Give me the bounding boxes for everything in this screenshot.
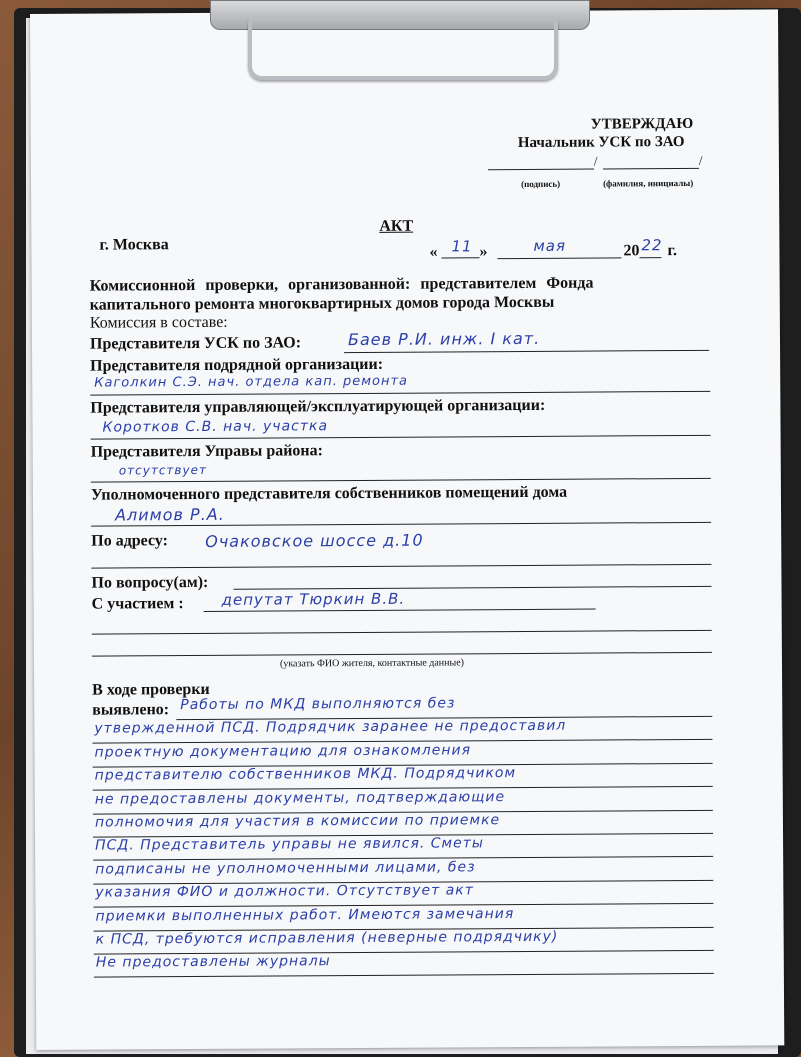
- findings-line: Не предоставлены журналы: [95, 953, 331, 972]
- participation-line: [204, 609, 596, 612]
- mgmt-line: [91, 435, 711, 440]
- findings-line: ПСД. Представитель управы не явился. Сметы: [95, 835, 484, 855]
- day-line: [441, 257, 479, 258]
- slash: /: [593, 153, 598, 169]
- approve-title: УТВЕРЖДАЮ: [590, 115, 694, 133]
- usk-label: Представителя УСК по ЗАО:: [89, 334, 302, 353]
- findings-line: не предоставлены документы, подтверждающие: [94, 788, 506, 808]
- contractor-label: Представителя подрядной организации:: [90, 355, 384, 375]
- findings-line: проектную документацию для ознакомления: [94, 742, 472, 761]
- findings-label-1: В ходе проверки: [92, 680, 210, 699]
- owners-label: Уполномоченного представителя собственников помещений дома: [90, 483, 568, 504]
- approve-position: Начальник УСК по ЗАО: [517, 134, 685, 152]
- participation-label: С участием :: [91, 595, 184, 613]
- month-line: [498, 257, 622, 259]
- question-line: [234, 586, 712, 590]
- uprava-label: Представителя Управы района:: [90, 442, 324, 461]
- mgmt-value: Коротков С.В. нач. участка: [102, 418, 329, 436]
- findings-line: представителю собственников МКД. Подрядчиком: [94, 765, 517, 784]
- act-title: АКТ: [379, 217, 414, 235]
- findings-line: подписаны не уполномоченными лицами, без: [95, 859, 476, 878]
- address-value: Очаковское шоссе д.10: [205, 530, 424, 551]
- usk-line: [344, 350, 709, 353]
- findings-line: указания ФИО и должности. Отсутствует акт: [95, 882, 474, 901]
- commission-label: Комиссия в составе:: [89, 313, 228, 332]
- question-label: По вопросу(ам):: [91, 573, 209, 592]
- date-day: 11: [451, 237, 473, 256]
- date-close-quote: »: [479, 243, 488, 261]
- findings-line: полномочия для участия в комиссии по приемке: [94, 812, 501, 831]
- clip-wire: [248, 16, 558, 80]
- date-month: мая: [533, 236, 567, 255]
- date-open-quote: «: [429, 243, 438, 261]
- contractor-value: Каголкин С.Э. нач. отдела кап. ремонта: [94, 373, 409, 391]
- act-document: [30, 9, 784, 1050]
- blank-line-2: [92, 652, 712, 657]
- sign-caption: (подпись): [521, 178, 561, 190]
- contractor-line: [90, 391, 710, 396]
- year-line: [639, 257, 661, 258]
- address-line: [91, 564, 711, 569]
- year-end: г.: [667, 242, 677, 260]
- city: г. Москва: [99, 236, 169, 254]
- blank-line-1: [92, 630, 712, 635]
- name-line: [603, 168, 699, 170]
- findings-line: к ПСД, требуются исправления (неверные подрядчику): [95, 928, 559, 948]
- resident-caption: (указать ФИО жителя, контактные данные): [279, 657, 465, 670]
- findings-line: Работы по МКД выполняются без: [180, 695, 456, 714]
- findings-line: утвержденной ПСД. Подрядчик заранее не предоставил: [94, 718, 567, 738]
- address-label: По адресу:: [91, 532, 169, 550]
- slash: /: [698, 152, 703, 168]
- participation-value: депутат Тюркин В.В.: [221, 589, 406, 609]
- usk-value: Баев Р.И. инж. I кат.: [347, 328, 541, 350]
- findings-label-2: выявлено:: [92, 701, 170, 719]
- sign-line: [488, 169, 594, 171]
- intro-line-2: капитального ремонта многоквартирных домов города Москвы: [89, 293, 555, 314]
- uprava-line: [91, 478, 711, 483]
- uprava-value: отсутствует: [118, 462, 207, 478]
- owners-value: Алимов Р.А.: [115, 504, 225, 525]
- findings-line: приемки выполненных работ. Имеются замечания: [95, 905, 515, 925]
- name-caption: (фамилия, инициалы): [603, 177, 694, 189]
- mgmt-label: Представителя управляющей/эксплуатирующей организации:: [90, 396, 546, 417]
- year-suffix: 22: [641, 236, 663, 255]
- findings-rule: [94, 973, 714, 978]
- intro-line-1: Комиссионной проверки, организованной: представителем Фонда: [89, 274, 594, 295]
- year-prefix: 20: [623, 242, 640, 260]
